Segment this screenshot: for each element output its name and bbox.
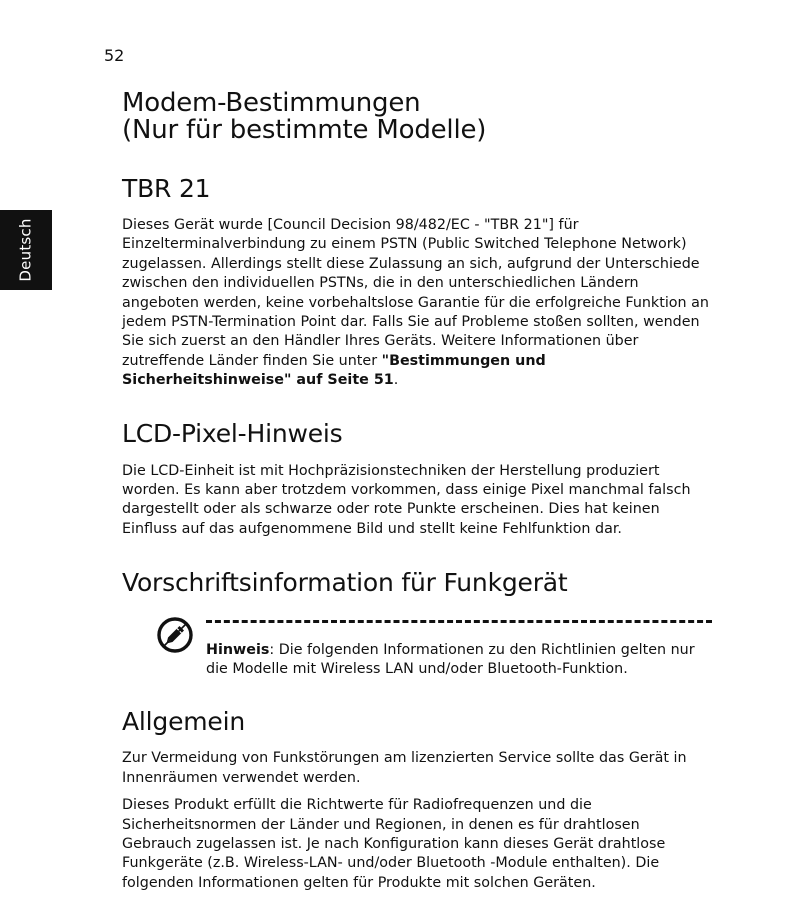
page-title: [122, 90, 712, 144]
note-divider: [206, 620, 712, 623]
cross-reference-link[interactable]: "Bestimmungen und Sicherheitshinweise" auf Seite 51: [122, 352, 546, 389]
section-text-lcd: Die LCD-Einheit ist mit Hochpräzisionstechniken der Herstellung produziert worden. Es kann aber trotzdem vorkommen, dass einige Pixel manchmal falsch dargestellt oder als schwarze oder rote Punkte erscheinen. Dies hat keinen Einfluss auf das aufgenommene Bild und stellt keine Fehlfunktion dar.: [122, 462, 691, 537]
section-heading-radio: Vorschriftsinformation für Funkgerät: [122, 568, 568, 598]
page-title-line-1: Modem-Bestimmungen: [122, 88, 421, 118]
tbr21-text: Dieses Gerät wurde [Council Decision 98/482/EC - "TBR 21"] für Einzelterminalverbindung zu einem PSTN (Public Switched Telephone Network) zugelassen. Allerdings stellt diese Zulassung an sich, aufgrund der Unterschiede zwischen den individuellen PSTNs, die in den unterschiedlichen Ländern angeboten werden, keine vorbehaltslose Garantie für die erfolgreiche Funktion an jedem PSTN-Termination Point dar. Falls Sie auf Probleme stoßen sollten, wenden Sie sich zuerst an den Händler Ihres Geräts. Weitere Informationen über zutreffende Länder finden Sie unter: [122, 217, 709, 369]
language-side-tab-label: Deutsch: [17, 218, 36, 282]
tbr21-text-end: .: [393, 372, 399, 389]
language-side-tab: [0, 210, 52, 290]
section-heading-general: Allgemein: [122, 707, 245, 737]
page-number: 52: [104, 46, 125, 65]
pen-note-icon: [156, 616, 194, 654]
note-label: Hinweis: [206, 642, 270, 659]
section-heading-lcd: LCD-Pixel-Hinweis: [122, 418, 343, 448]
section-text-general-1: Zur Vermeidung von Funkstörungen am lizenzierten Service sollte das Gerät in Innenräumen verwendet werden.: [122, 750, 687, 786]
note-text: [206, 641, 712, 679]
note-body: : Die folgenden Informationen zu den Richtlinien gelten nur die Modelle mit Wireless LAN und/oder Bluetooth-Funktion.: [206, 642, 695, 678]
section-heading-tbr21: TBR 21: [122, 174, 211, 203]
note-box: [122, 620, 712, 679]
page-content: [122, 90, 712, 893]
section-text-tbr21: [122, 216, 712, 391]
page-title-line-2: (Nur für bestimmte Modelle): [122, 115, 487, 145]
section-text-general-2: Dieses Produkt erfüllt die Richtwerte für Radiofrequenzen und die Sicherheitsnormen der Länder und Regionen, in denen es für drahtlosen Gebrauch zugelassen ist. Je nach Konfiguration kann dieses Gerät drahtlose Funkgeräte (z.B. Wireless-LAN- und/oder Bluetooth -Module enthalten). Die folgenden Informationen gelten für Produkte mit solchen Geräten.: [122, 797, 666, 891]
